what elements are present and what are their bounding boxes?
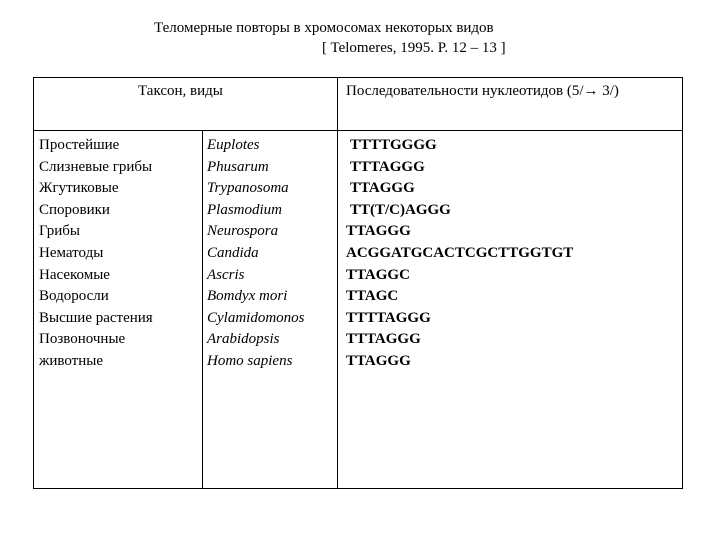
species-name: Trypanosoma (207, 180, 289, 197)
taxon-group: Нематоды (39, 244, 104, 261)
species-name: Neurospora (207, 223, 279, 240)
species-name: Homo sapiens (207, 352, 293, 369)
title-citation: [ Telomeres, 1995. P. 12 – 13 ] (322, 40, 506, 56)
taxon-group: Водоросли (39, 288, 109, 305)
sequence-value: ACGGATGCACTCGCTTGGTGT (346, 244, 574, 261)
header-divider (34, 130, 682, 131)
species-column (207, 135, 305, 373)
header-taxon: Таксон, виды (138, 83, 223, 99)
title-line-1: Теломерные повторы в хромосомах некоторых видов (154, 20, 494, 36)
telomere-table (33, 77, 683, 489)
sequence-column (346, 135, 573, 373)
sequence-value: TT(T/C)AGGG (350, 201, 451, 218)
taxon-group: Слизневые грибы (39, 158, 153, 175)
species-name: Candida (207, 244, 259, 261)
sequence-value: TTTAGGG (346, 331, 421, 348)
species-name: Bomdyx mori (207, 288, 288, 305)
taxon-groups-column (39, 135, 153, 373)
header-sequence: Последовательности нуклеотидов (5/→ 3/) (346, 83, 619, 99)
sequence-value: TTAGGC (346, 266, 410, 283)
species-name: Arabidopsis (207, 331, 280, 348)
species-name: Plasmodium (207, 201, 282, 218)
species-name: Phusarum (207, 158, 269, 175)
taxon-group: Простейшие (39, 137, 120, 153)
column-divider-main (337, 78, 338, 488)
column-divider-species (202, 130, 203, 488)
sequence-value: TTAGC (346, 288, 399, 305)
sequence-value: TTTTGGGG (350, 137, 437, 153)
sequence-value: TTAGGG (346, 352, 411, 369)
species-name: Ascris (207, 266, 245, 283)
sequence-value: TTAGGG (350, 180, 415, 197)
species-name: Euplotes (207, 137, 260, 153)
taxon-group: Высшие растения (39, 309, 153, 326)
sequence-value: TTTAGGG (350, 158, 425, 175)
sequence-value: TTAGGG (346, 223, 411, 240)
taxon-group: животные (39, 352, 103, 369)
taxon-group: Насекомые (39, 266, 110, 283)
taxon-group: Позвоночные (39, 331, 126, 348)
species-name: Cylamidomonos (207, 309, 305, 326)
sequence-value: TTTTAGGG (346, 309, 431, 326)
taxon-group: Жгутиковые (39, 180, 119, 197)
taxon-group: Споровики (39, 201, 110, 218)
taxon-group: Грибы (39, 223, 80, 240)
